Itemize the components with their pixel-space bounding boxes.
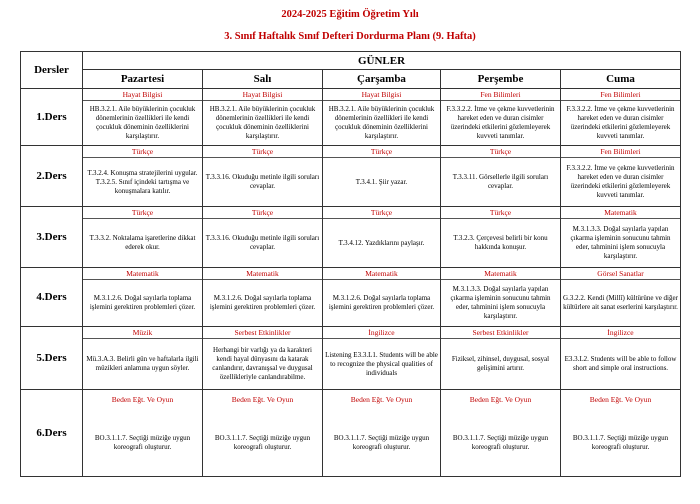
plan-cell: [323, 390, 441, 477]
plan-cell-content: [83, 89, 202, 145]
plan-cell-content: [203, 268, 322, 326]
dersler-header: Dersler: [21, 52, 83, 89]
plan-cell: [441, 390, 561, 477]
subject-label: Türkçe: [203, 207, 322, 219]
objective-text: HB.3.2.1. Aile büyüklerinin çocukluk dönemlerinin özellikleri ile kendi çocukluk döneminin özelliklerini karşılaştırır.: [209, 105, 316, 140]
subject-label: Türkçe: [203, 146, 322, 158]
subject-label: Matematik: [323, 268, 440, 280]
subject-label: Türkçe: [441, 146, 560, 158]
objective-text: M.3.1.2.6. Doğal sayılarla toplama işlemini gerektiren problemleri çözer.: [89, 294, 196, 311]
objective-text: T.3.2.4. Konuşma stratejilerini uygular. T.3.2.5. Sınıf içindeki tartışma ve konuşmalara katılır.: [87, 168, 198, 195]
plan-cell: [561, 89, 681, 146]
subject-label: Beden Eğt. Ve Oyun: [350, 395, 413, 404]
plan-cell-content: [561, 207, 680, 267]
plan-cell-content: [441, 146, 560, 206]
plan-cell: [561, 268, 681, 327]
objective-text: BO.3.1.1.7. Seçtiği müziğe uygun koreografi oluşturur.: [452, 433, 549, 451]
plan-cell: [203, 89, 323, 146]
plan-cell: [203, 327, 323, 390]
objective-text: M.3.1.3.3. Doğal sayılarla yapılan çıkarma işleminin sonucunu tahmin eder, tahminini işlem sonucuyla karşılaştırır.: [570, 225, 671, 260]
plan-cell: [83, 268, 203, 327]
plan-cell: [203, 268, 323, 327]
objective-text: T.3.3.11. Görsellerle ilgili soruları cevaplar.: [452, 173, 549, 190]
objective-text: T.3.3.16. Okuduğu metinle ilgili soruları cevaplar.: [205, 234, 320, 251]
subject-label: Serbest Etkinlikler: [441, 327, 560, 339]
plan-cell-content: [203, 390, 322, 476]
plan-cell-content: [441, 89, 560, 145]
objective-text: F.3.3.2.2. İtme ve çekme kuvvetlerinin hareket eden ve duran cisimler üzerindeki etkilerini gözlemleyerek kuvveti tanımlar.: [566, 164, 675, 199]
plan-cell: [83, 207, 203, 268]
subject-label: Matematik: [561, 207, 680, 219]
objective-text: F.3.3.2.2. İtme ve çekme kuvvetlerinin hareket eden ve duran cisimler üzerindeki etkilerini gözlemleyerek kuvveti tanımlar.: [446, 105, 555, 140]
objective-text: T.3.3.16. Okuduğu metinle ilgili soruları cevaplar.: [205, 173, 320, 190]
objective-text: HB.3.2.1. Aile büyüklerinin çocukluk dönemlerinin özellikleri ile kendi çocukluk döneminin özelliklerini karşılaştırır.: [89, 105, 196, 140]
plan-cell: [441, 327, 561, 390]
day-header-tuesday: Salı: [203, 70, 323, 89]
plan-cell-content: [83, 327, 202, 389]
plan-cell: [561, 390, 681, 477]
subject-label: Fen Bilimleri: [561, 89, 680, 101]
plan-cell-content: [203, 89, 322, 145]
plan-cell-content: [441, 207, 560, 267]
subject-label: Türkçe: [323, 207, 440, 219]
lesson-row: [21, 327, 681, 390]
objective-text: T.3.4.12. Yazdıklarını paylaşır.: [338, 238, 425, 247]
plan-cell-content: [203, 146, 322, 206]
plan-cell-content: [441, 327, 560, 389]
subject-label: Hayat Bilgisi: [323, 89, 440, 101]
plan-cell: [203, 146, 323, 207]
objective-text: T.3.4.1. Şiir yazar.: [355, 177, 408, 186]
subject-label: Beden Eğt. Ve Oyun: [469, 395, 532, 404]
plan-cell: [83, 146, 203, 207]
subject-label: Beden Eğt. Ve Oyun: [111, 395, 174, 404]
plan-cell-content: [323, 89, 440, 145]
plan-cell-content: [441, 390, 560, 476]
plan-cell-content: [203, 327, 322, 389]
plan-cell-content: [561, 390, 680, 476]
plan-cell-content: [323, 146, 440, 206]
plan-cell-content: [83, 146, 202, 206]
plan-cell: [323, 268, 441, 327]
gunler-header: GÜNLER: [83, 52, 681, 70]
day-header-friday: Cuma: [561, 70, 681, 89]
plan-cell: [441, 207, 561, 268]
plan-cell: [323, 207, 441, 268]
plan-cell-content: [561, 268, 680, 326]
objective-text: BO.3.1.1.7. Seçtiği müziğe uygun koreografi oluşturur.: [572, 433, 669, 451]
plan-cell: [323, 146, 441, 207]
lesson-label: 6.Ders: [21, 390, 83, 477]
plan-cell: [441, 268, 561, 327]
objective-text: BO.3.1.1.7. Seçtiği müziğe uygun koreografi oluşturur.: [94, 433, 191, 451]
objective-text: Listening E3.3.L1. Students will be able to recognize the physical qualities of individuals: [325, 350, 438, 377]
plan-cell: [323, 89, 441, 146]
subject-label: Fen Bilimleri: [441, 89, 560, 101]
plan-cell: [441, 89, 561, 146]
subject-label: İngilizce: [323, 327, 440, 339]
document-subtitle: 3. Sınıf Haftalık Sınıf Defteri Dordurma Planı (9. Hafta): [224, 31, 476, 42]
lesson-label: 1.Ders: [21, 89, 83, 146]
plan-cell-content: [83, 268, 202, 326]
objective-text: T.3.2.3. Çerçevesi belirli bir konu hakkında konuşur.: [453, 234, 548, 251]
subject-label: Türkçe: [323, 146, 440, 158]
subject-label: Müzik: [83, 327, 202, 339]
objective-text: BO.3.1.1.7. Seçtiği müziğe uygun koreografi oluşturur.: [214, 433, 311, 451]
lesson-row: [21, 146, 681, 207]
plan-body: [21, 89, 681, 477]
plan-cell: [323, 327, 441, 390]
plan-cell-content: [323, 268, 440, 326]
lesson-row: [21, 390, 681, 477]
objective-text: Herhangi bir varlığı ya da karakteri kendi hayal dünyasını da katarak canlandırır, davranışsal ve duygusal özellikleriyle canlandırabilme.: [212, 346, 313, 381]
subject-label: Hayat Bilgisi: [83, 89, 202, 101]
plan-cell: [83, 390, 203, 477]
plan-cell-content: [561, 89, 680, 145]
lesson-row: [21, 89, 681, 146]
subject-label: Beden Eğt. Ve Oyun: [589, 395, 652, 404]
plan-cell: [561, 327, 681, 390]
subject-label: Matematik: [203, 268, 322, 280]
plan-cell: [561, 146, 681, 207]
subject-label: Görsel Sanatlar: [561, 268, 680, 280]
objective-text: G.3.2.2. Kendi (Millî) kültürüne ve diğer kültürlere ait sanat eserlerini karşılaştırır.: [563, 294, 678, 311]
objective-text: Fiziksel, zihinsel, duygusal, sosyal gelişimini artırır.: [451, 355, 550, 372]
lesson-label: 5.Ders: [21, 327, 83, 390]
plan-cell: [441, 146, 561, 207]
subject-label: Türkçe: [441, 207, 560, 219]
lesson-row: [21, 207, 681, 268]
lesson-label: 4.Ders: [21, 268, 83, 327]
objective-text: BO.3.1.1.7. Seçtiği müziğe uygun koreografi oluşturur.: [333, 433, 430, 451]
day-header-monday: Pazartesi: [83, 70, 203, 89]
day-header-thursday: Perşembe: [441, 70, 561, 89]
objective-text: HB.3.2.1. Aile büyüklerinin çocukluk dönemlerinin özellikleri ile kendi çocukluk döneminin özelliklerini karşılaştırır.: [328, 105, 435, 140]
subject-label: Beden Eğt. Ve Oyun: [231, 395, 294, 404]
plan-cell-content: [561, 327, 680, 389]
objective-text: M.3.1.2.6. Doğal sayılarla toplama işlemini gerektiren problemleri çözer.: [328, 294, 435, 311]
objective-text: M.3.1.3.3. Doğal sayılarla yapılan çıkarma işleminin sonucunu tahmin eder, tahminini işlem sonucuyla karşılaştırır.: [450, 285, 551, 320]
plan-cell-content: [83, 390, 202, 476]
subject-label: Serbest Etkinlikler: [203, 327, 322, 339]
plan-cell: [203, 390, 323, 477]
day-header-wednesday: Çarşamba: [323, 70, 441, 89]
plan-cell: [83, 327, 203, 390]
plan-cell-content: [323, 207, 440, 267]
lesson-label: 2.Ders: [21, 146, 83, 207]
plan-cell-content: [323, 390, 440, 476]
objective-text: Mü.3.A.3. Belirli gün ve haftalarla ilgili müzikleri anlamına uygun söyler.: [86, 355, 199, 372]
plan-cell-content: [561, 146, 680, 206]
subject-label: Matematik: [83, 268, 202, 280]
objective-text: F.3.3.2.2. İtme ve çekme kuvvetlerinin hareket eden ve duran cisimler üzerindeki etkilerini gözlemleyerek kuvveti tanımlar.: [566, 105, 675, 140]
subject-label: Türkçe: [83, 146, 202, 158]
lesson-row: [21, 268, 681, 327]
plan-cell: [561, 207, 681, 268]
plan-cell-content: [441, 268, 560, 326]
plan-cell: [203, 207, 323, 268]
objective-text: T.3.3.2. Noktalama işaretlerine dikkat ederek okur.: [89, 234, 196, 251]
subject-label: Hayat Bilgisi: [203, 89, 322, 101]
weekly-plan-table: [20, 51, 681, 477]
subject-label: Türkçe: [83, 207, 202, 219]
plan-cell-content: [83, 207, 202, 267]
plan-cell-content: [203, 207, 322, 267]
document-title: 2024-2025 Eğitim Öğretim Yılı: [281, 9, 419, 20]
subject-label: Matematik: [441, 268, 560, 280]
objective-text: M.3.1.2.6. Doğal sayılarla toplama işlemini gerektiren problemleri çözer.: [209, 294, 316, 311]
plan-cell: [83, 89, 203, 146]
objective-text: E3.3.L2. Students will be able to follow short and simple oral instructions.: [564, 355, 677, 372]
subject-label: İngilizce: [561, 327, 680, 339]
lesson-label: 3.Ders: [21, 207, 83, 268]
subject-label: Fen Bilimleri: [561, 146, 680, 158]
plan-cell-content: [323, 327, 440, 389]
